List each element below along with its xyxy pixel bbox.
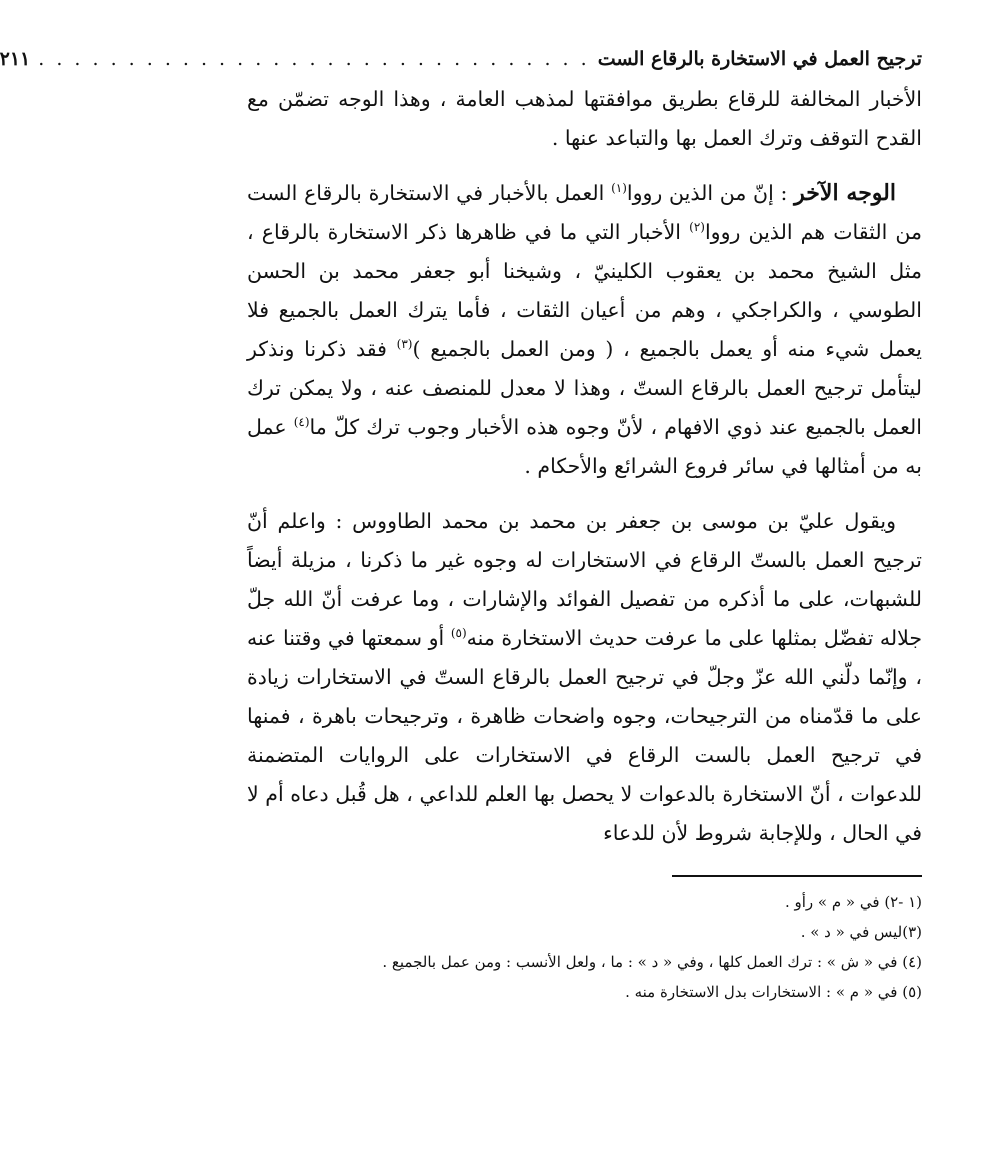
paragraph-2-text-4: فقد ذكرنا ونذكر ليتأمل ترجيح العمل بالرقاع الستّ ، وهذا لا معدل للمنصف عنه ، ولا يمكن ترك العمل بالجميع عند ذوي الافهام ، لأنّ وجوه هذه الأخبار وجوب ترك كلّ ما (247, 337, 922, 439)
footnotes (247, 887, 922, 1007)
header-dot-leader: . . . . . . . . . . . . . . . . . . . . . . . . . . . . . . . (38, 48, 590, 70)
paragraph-1 (247, 80, 922, 158)
section-lead: الوجه الآخر (794, 180, 896, 206)
footnote-ref-2[interactable]: (٢) (689, 220, 705, 235)
paragraph-2-text-2: العمل بالأخبار في الاستخارة بالرقاع الست من الثقات هم الذين رووا (247, 181, 922, 244)
footnote-rule-wrap (247, 853, 922, 887)
page-number: ٢١١ (0, 48, 31, 70)
paragraph-3 (247, 502, 922, 853)
paragraph-2-text-1: : إنّ من الذين رووا (626, 181, 795, 205)
footnote-1: (١ -٢) في « م » رأو . (784, 893, 922, 911)
paragraph-2 (247, 174, 922, 486)
footnote-ref-3[interactable]: (٣) (396, 337, 413, 352)
footnote-ref-4[interactable]: (٤) (293, 415, 310, 430)
footnote-ref-5[interactable]: (٥) (450, 626, 467, 641)
paragraph-3-text-1: ويقول عليّ بن موسى بن جعفر بن محمد بن محمد الطاووس : واعلم أنّ ترجيح العمل بالستّ الرقاع في الاستخارات له وجوه غير ما ذكرنا ، مزيلة أيضاً للشبهات، على ما أذكره من تفصيل الفوائد والإشارات ، وما عرفت أنّ الله جلّ جلاله تفضّل بمثلها على ما عرفت حديث الاستخارة منه (247, 509, 922, 650)
running-header (0, 48, 922, 70)
header-title: ترجيح العمل في الاستخارة بالرقاع الست (597, 48, 922, 70)
footnote-separator (672, 875, 922, 877)
main-text (247, 80, 922, 853)
paragraph-3-text-2: أو سمعتها في وقتنا عنه ، وإنّما دلّني الله عزّ وجلّ في ترجيح العمل بالرقاع الستّ في الاستخارات زيادة على ما قدّمناه من الترجيحات، وجوه واضحات ظاهرة ، وترجيحات باهرة ، فمنها في ترجيح العمل بالست الرقاع في الاستخارات على الروايات المتضمنة للدعوات ، أنّ الاستخارة بالدعوات لا يحصل بها العلم للداعي ، هل قُبل دعاه أم لا في الحال ، وللإجابة شروط لأن للدعاء (247, 626, 922, 845)
footnote-ref-1[interactable]: (١) (611, 181, 627, 196)
footnote-2: (٣)ليس في « د » . (800, 923, 922, 941)
footnote-4: (٥) في « م » : الاستخارات بدل الاستخارة منه . (625, 983, 922, 1001)
paragraph-1-text: الأخبار المخالفة للرقاع بطريق موافقتها لمذهب العامة ، وهذا الوجه تضمّن مع القدح التوقف وترك العمل بها والتباعد عنها . (247, 87, 922, 150)
paragraph-2-text-3: الأخبار التي ما في ظاهرها ذكر الاستخارة بالرقاع ، مثل الشيخ محمد بن يعقوب الكلينيّ ، وشيخنا أبو جعفر محمد بن الحسن الطوسي ، والكراجكي ، وهم من أعيان الثقات ، فأما يترك العمل بالجميع فلا يعمل شيء منه أو يعمل بالجميع ، ( ومن العمل بالجميع ) (247, 220, 922, 361)
footnote-3: (٤) في « ش » : ترك العمل كلها ، وفي « د » : ما ، ولعل الأنسب : ومن عمل بالجميع . (382, 953, 922, 971)
paragraph-2-text-5: عمل به من أمثالها في سائر فروع الشرائع والأحكام . (247, 415, 922, 478)
